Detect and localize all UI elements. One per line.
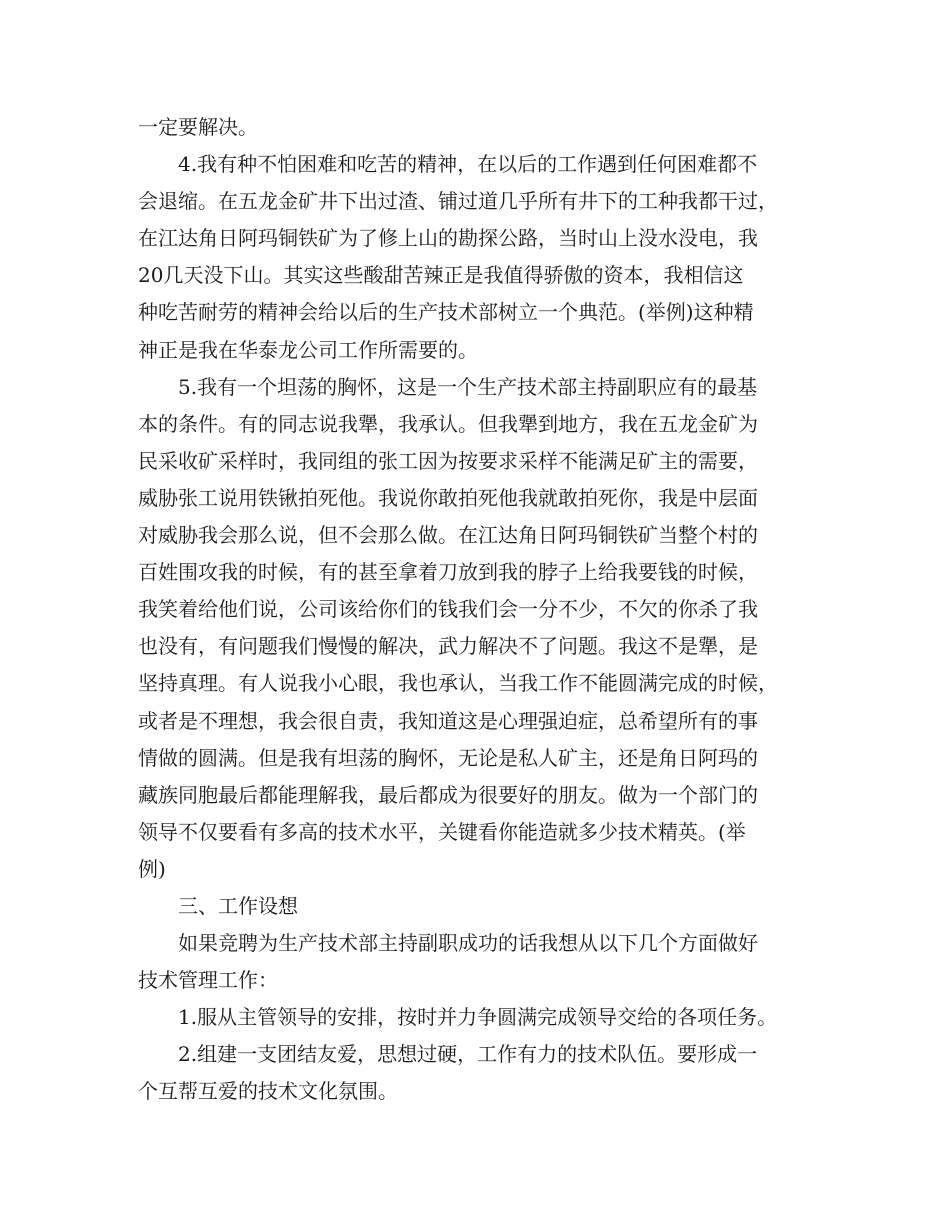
document-body [138, 109, 818, 1111]
text-line: 会退缩。在五龙金矿井下出过渣、铺过道几乎所有井下的工种我都干过， [138, 189, 778, 214]
text-line: 一定要解决。 [138, 115, 258, 139]
text-line: 在江达角日阿玛铜铁矿为了修上山的勘探公路，当时山上没水没电，我 [138, 226, 758, 251]
paragraph-first-line: 4.我有种不怕困难和吃苦的精神，在以后的工作遇到任何困难都不 [178, 152, 758, 177]
text-line: 对威胁我会那么说，但不会那么做。在江达角日阿玛铜铁矿当整个村的 [138, 523, 758, 548]
text-line: 我笑着给他们说，公司该给你们的钱我们会一分不少，不欠的你杀了我 [138, 597, 758, 622]
paragraph-first-line: 三、工作设想 [178, 893, 298, 918]
text-line: 或者是不理想，我会很自责，我知道这是心理强迫症，总希望所有的事 [138, 708, 758, 733]
text-line: 技术管理工作： [138, 968, 278, 993]
text-line: 领导不仅要看有多高的技术水平，关键看你能造就多少技术精英。(举 [138, 819, 746, 844]
text-line: 例) [138, 856, 166, 881]
text-line: 坚持真理。有人说我小心眼，我也承认，当我工作不能圆满完成的时候， [138, 671, 778, 696]
paragraph-first-line: 2.组建一支团结友爱，思想过硬，工作有力的技术队伍。要形成一 [178, 1042, 758, 1067]
text-line: 种吃苦耐劳的精神会给以后的生产技术部树立一个典范。(举例)这种精 [138, 300, 754, 325]
paragraph-first-line: 5.我有一个坦荡的胸怀，这是一个生产技术部主持副职应有的最基 [178, 374, 758, 399]
text-line: 个互帮互爱的技术文化氛围。 [138, 1079, 398, 1104]
text-line: 情做的圆满。但是我有坦荡的胸怀，无论是私人矿主，还是角日阿玛的 [138, 745, 758, 770]
text-line: 民采收矿采样时，我同组的张工因为按要求采样不能满足矿主的需要， [138, 448, 758, 473]
text-line: 20几天没下山。其实这些酸甜苦辣正是我值得骄傲的资本，我相信这 [138, 263, 744, 288]
paragraph-first-line: 如果竞聘为生产技术部主持副职成功的话我想从以下几个方面做好 [178, 931, 758, 956]
paragraph-first-line: 1.服从主管领导的安排，按时并力争圆满完成领导交给的各项任务。 [178, 1005, 778, 1030]
text-line: 百姓围攻我的时候，有的甚至拿着刀放到我的脖子上给我要钱的时候， [138, 560, 758, 585]
text-line: 威胁张工说用铁锹拍死他。我说你敢拍死他我就敢拍死你，我是中层面 [138, 485, 758, 510]
text-line: 也没有，有问题我们慢慢的解决，武力解决不了问题。我这不是犟，是 [138, 634, 758, 659]
text-line: 藏族同胞最后都能理解我，最后都成为很要好的朋友。做为一个部门的 [138, 782, 758, 807]
text-line: 神正是我在华泰龙公司工作所需要的。 [138, 337, 478, 362]
text-line: 本的条件。有的同志说我犟，我承认。但我犟到地方，我在五龙金矿为 [138, 411, 758, 436]
